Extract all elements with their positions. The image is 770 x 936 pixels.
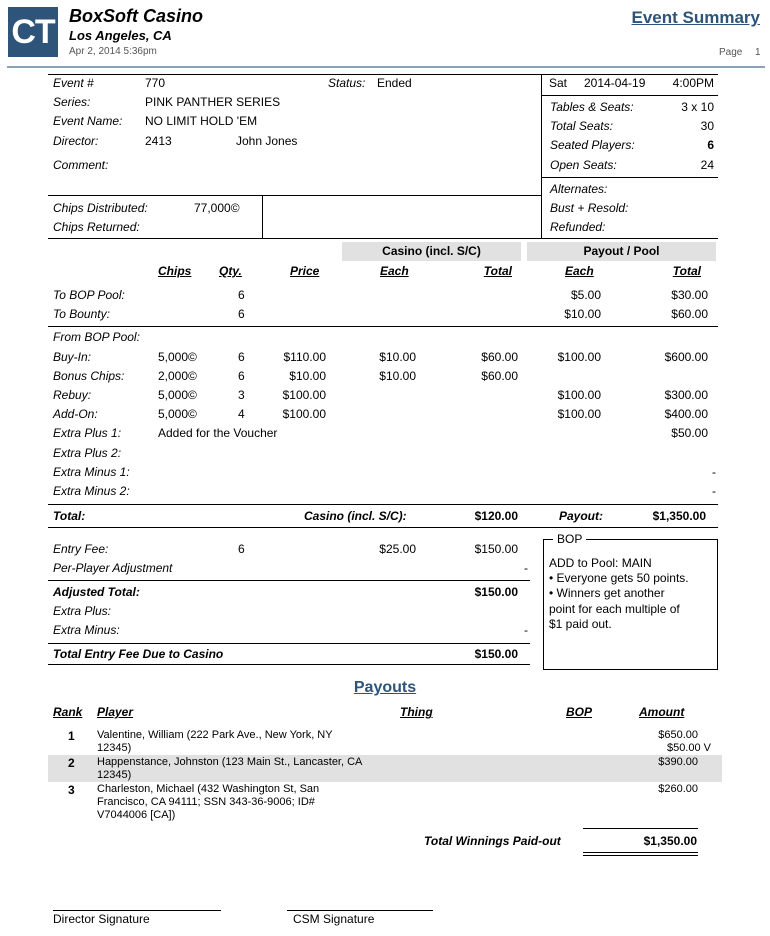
series-value: PINK PANTHER SERIES bbox=[145, 95, 281, 109]
event-time: 4:00PM bbox=[672, 76, 714, 90]
total-seats-value: 30 bbox=[700, 119, 714, 133]
due-label: Total Entry Fee Due to Casino bbox=[53, 647, 224, 661]
csm-signature-line bbox=[287, 910, 433, 911]
chips-top-rule bbox=[48, 195, 542, 196]
info-top-rule bbox=[48, 74, 718, 75]
col-rank: Rank bbox=[53, 705, 83, 719]
total-label: Total: bbox=[53, 509, 86, 523]
page-label: Page bbox=[719, 47, 743, 58]
col-casino-total: Total bbox=[483, 264, 512, 278]
bop-line: $1 paid out. bbox=[549, 617, 612, 631]
event-date: 2014-04-19 bbox=[584, 76, 646, 90]
entry-fee-qty: 6 bbox=[238, 542, 245, 556]
event-day: Sat bbox=[549, 76, 568, 90]
director-signature-label: Director Signature bbox=[53, 912, 150, 926]
total-seats-label: Total Seats: bbox=[550, 119, 613, 133]
row-label: Add-On: bbox=[53, 407, 98, 421]
row-label: Extra Minus 1: bbox=[53, 465, 130, 479]
col-thing: Thing bbox=[400, 705, 433, 719]
due-bottom-rule bbox=[48, 664, 530, 665]
seats-rule bbox=[541, 177, 718, 178]
entry-fee-total: $150.00 bbox=[474, 542, 518, 556]
row-label: To Bounty: bbox=[53, 307, 110, 321]
payout-amount: $650.00 bbox=[658, 729, 698, 741]
row-casino-total: $60.00 bbox=[481, 350, 518, 364]
page-number: 1 bbox=[755, 47, 761, 58]
row-qty: 6 bbox=[238, 369, 245, 383]
totals-top-rule bbox=[48, 504, 718, 505]
tables-value: 3 x 10 bbox=[681, 100, 714, 114]
col-chips: Chips bbox=[158, 264, 192, 278]
status-value: Ended bbox=[377, 76, 412, 90]
csm-signature-label: CSM Signature bbox=[293, 912, 375, 926]
payout-player: Happenstance, Johnston (123 Main St., Lancaster, CA bbox=[97, 756, 363, 768]
col-player: Player bbox=[97, 705, 134, 719]
refunded-label: Refunded: bbox=[550, 220, 606, 234]
alternates-label: Alternates: bbox=[550, 182, 608, 196]
casino-total-label: Casino (incl. S/C): bbox=[304, 509, 407, 523]
bop-line: • Everyone gets 50 points. bbox=[549, 571, 689, 585]
row-qty: 3 bbox=[238, 388, 245, 402]
row-qty: 6 bbox=[238, 288, 245, 302]
extra-minus-value: - bbox=[524, 623, 528, 637]
row-price: $110.00 bbox=[283, 350, 326, 364]
status-label: Status: bbox=[328, 76, 366, 90]
director-signature-line bbox=[53, 910, 221, 911]
seated-value: 6 bbox=[707, 138, 714, 152]
ppa-label: Per-Player Adjustment bbox=[53, 561, 173, 575]
row-qty: 4 bbox=[238, 407, 245, 421]
row-payout-each: $5.00 bbox=[570, 288, 601, 302]
col-payout-each: Each bbox=[565, 264, 594, 278]
row-label: Bonus Chips: bbox=[53, 369, 125, 383]
payout-rank: 2 bbox=[68, 756, 75, 770]
info-divider bbox=[541, 74, 542, 238]
row-label: Extra Minus 2: bbox=[53, 484, 130, 498]
tables-label: Tables & Seats: bbox=[550, 100, 634, 114]
col-payout-total: Total bbox=[672, 264, 701, 278]
payout-total-value: $1,350.00 bbox=[652, 509, 706, 523]
row-payout-total: - bbox=[712, 484, 716, 498]
chips-returned-label: Chips Returned: bbox=[53, 220, 140, 234]
row-payout-total: $50.00 bbox=[671, 426, 708, 440]
due-top-rule bbox=[48, 643, 530, 644]
adjusted-rule bbox=[48, 580, 530, 581]
ppa-value: - bbox=[524, 561, 528, 575]
row-label: Extra Plus 1: bbox=[53, 426, 122, 440]
bop-section-rule bbox=[48, 326, 718, 327]
row-payout-total: $300.00 bbox=[664, 388, 708, 402]
payout-amount-extra: $50.00 V bbox=[666, 742, 711, 754]
payout-player-cont: 12345) bbox=[97, 769, 132, 781]
bop-line: • Winners get another bbox=[549, 586, 665, 600]
row-payout-total: $60.00 bbox=[671, 307, 708, 321]
col-amount: Amount bbox=[639, 705, 685, 719]
chips-distributed-label: Chips Distributed: bbox=[53, 201, 148, 215]
info-bottom-rule bbox=[48, 238, 718, 239]
adjusted-total-value: $150.00 bbox=[474, 585, 518, 599]
bop-line: ADD to Pool: MAIN bbox=[549, 556, 652, 570]
event-num: 770 bbox=[145, 76, 166, 90]
extra-minus-label: Extra Minus: bbox=[53, 623, 120, 637]
series-label: Series: bbox=[53, 95, 91, 109]
bust-label: Bust + Resold: bbox=[550, 201, 629, 215]
row-price: $10.00 bbox=[289, 369, 326, 383]
payout-group-header: Payout / Pool bbox=[583, 244, 660, 258]
company-logo: CT bbox=[8, 7, 58, 57]
col-qty: Qty. bbox=[219, 264, 242, 278]
totals-bottom-rule bbox=[48, 527, 718, 528]
winnings-label: Total Winnings Paid-out bbox=[424, 834, 561, 848]
event-num-label: Event # bbox=[53, 76, 94, 90]
due-value: $150.00 bbox=[474, 647, 518, 661]
payout-player-cont: Francisco, CA 94111; SSN 343-36-9006; ID# bbox=[97, 796, 315, 808]
row-chips: 5,000© bbox=[158, 407, 197, 421]
row-chips: 5,000© bbox=[158, 350, 197, 364]
row-casino-each: $10.00 bbox=[379, 350, 416, 364]
payout-player-cont: 12345) bbox=[97, 742, 132, 754]
row-payout-each: $100.00 bbox=[557, 350, 601, 364]
payout-player: Valentine, William (222 Park Ave., New York, NY bbox=[97, 729, 333, 741]
event-name-value: NO LIMIT HOLD 'EM bbox=[145, 114, 258, 128]
chips-divider bbox=[262, 195, 263, 238]
row-payout-each: $100.00 bbox=[557, 407, 601, 421]
row-label: To BOP Pool: bbox=[53, 288, 125, 302]
company-name: BoxSoft Casino bbox=[69, 6, 204, 26]
row-price: $100.00 bbox=[282, 407, 326, 421]
payout-player: Charleston, Michael (432 Washington St, San bbox=[97, 783, 320, 795]
director-id: 2413 bbox=[145, 134, 172, 148]
director-name: John Jones bbox=[236, 134, 298, 148]
open-seats-value: 24 bbox=[700, 158, 714, 172]
row-label: Buy-In: bbox=[53, 350, 92, 364]
payouts-title: Payouts bbox=[353, 679, 417, 696]
row-payout-each: $10.00 bbox=[564, 307, 601, 321]
entry-fee-label: Entry Fee: bbox=[53, 542, 109, 556]
row-chips: 5,000© bbox=[158, 388, 197, 402]
col-casino-each: Each bbox=[380, 264, 409, 278]
winnings-value: $1,350.00 bbox=[643, 834, 697, 848]
col-price: Price bbox=[290, 264, 320, 278]
bop-box-title: BOP bbox=[553, 532, 586, 546]
winnings-double-rule-2 bbox=[583, 855, 698, 856]
header-rule bbox=[7, 66, 765, 68]
payout-rank: 3 bbox=[68, 783, 75, 797]
company-city: Los Angeles, CA bbox=[69, 28, 172, 43]
row-label: Rebuy: bbox=[53, 388, 92, 402]
row-payout-total: $30.00 bbox=[671, 288, 708, 302]
col-bop: BOP bbox=[566, 705, 593, 719]
extra-plus-label: Extra Plus: bbox=[53, 604, 112, 618]
casino-total-value: $120.00 bbox=[474, 509, 518, 523]
payout-amount: $390.00 bbox=[658, 756, 698, 768]
casino-group-header: Casino (incl. S/C) bbox=[382, 244, 481, 258]
row-payout-each: $100.00 bbox=[557, 388, 601, 402]
row-payout-total: - bbox=[712, 465, 716, 479]
seated-label: Seated Players: bbox=[550, 138, 635, 152]
winnings-double-rule-1 bbox=[583, 852, 698, 853]
row-payout-total: $600.00 bbox=[664, 350, 708, 364]
comment-label: Comment: bbox=[53, 158, 109, 172]
row-casino-total: $60.00 bbox=[481, 369, 518, 383]
bop-line: point for each multiple of bbox=[549, 602, 680, 616]
open-seats-label: Open Seats: bbox=[550, 158, 617, 172]
document-title: Event Summary bbox=[631, 8, 760, 27]
adjusted-total-label: Adjusted Total: bbox=[53, 585, 140, 599]
row-note: Added for the Voucher bbox=[158, 426, 278, 440]
winnings-top-rule bbox=[583, 828, 698, 829]
chips-distributed-value: 77,000© bbox=[194, 201, 240, 215]
date-rule bbox=[541, 95, 718, 96]
row-label: Extra Plus 2: bbox=[53, 446, 122, 460]
row-label: From BOP Pool: bbox=[53, 330, 140, 344]
payout-player-cont: V7044006 [CA]) bbox=[97, 809, 176, 821]
row-price: $100.00 bbox=[282, 388, 326, 402]
entry-fee-each: $25.00 bbox=[379, 542, 416, 556]
payout-total-label: Payout: bbox=[559, 509, 604, 523]
print-timestamp: Apr 2, 2014 5:36pm bbox=[69, 46, 157, 57]
row-qty: 6 bbox=[238, 307, 245, 321]
row-casino-each: $10.00 bbox=[379, 369, 416, 383]
payout-rank: 1 bbox=[68, 729, 75, 743]
payout-amount: $260.00 bbox=[658, 783, 698, 795]
director-label: Director: bbox=[53, 134, 99, 148]
row-payout-total: $400.00 bbox=[664, 407, 708, 421]
row-qty: 6 bbox=[238, 350, 245, 364]
event-name-label: Event Name: bbox=[53, 114, 123, 128]
row-chips: 2,000© bbox=[158, 369, 197, 383]
